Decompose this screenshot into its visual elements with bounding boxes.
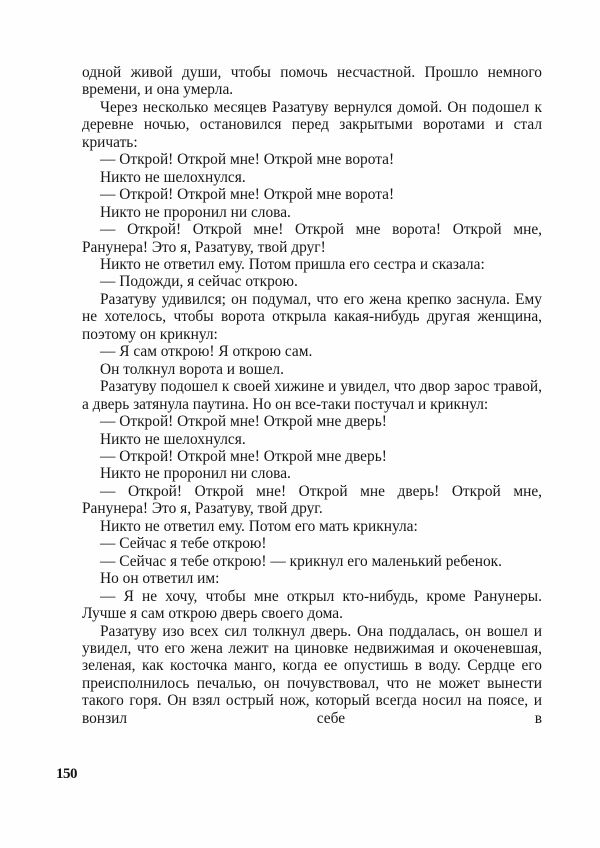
page-number: 150 (56, 766, 77, 782)
paragraph: Никто не проронил ни слова. (100, 203, 291, 221)
paragraph: Разатуву удивился; он подумал, что его жена крепко заснула. Ему не хотелось, чтобы ворота открыла какая-нибудь другая женщина, поэтому он крикнул: (82, 290, 542, 343)
paragraph: Никто не ответил ему. Потом пришла его сестра и сказала: (100, 255, 485, 273)
body-text (82, 64, 542, 727)
paragraph: — Открой! Открой мне! Открой мне дверь! (100, 413, 387, 431)
paragraph: — Открой! Открой мне! Открой мне дверь! (100, 447, 387, 465)
paragraph: — Подожди, я сейчас открою. (100, 273, 298, 291)
paragraph: Никто не шелохнулся. (100, 168, 246, 186)
paragraph: — Открой! Открой мне! Открой мне ворота! (100, 186, 395, 204)
paragraph: — Я сам открою! Я открою сам. (100, 343, 313, 361)
paragraph: — Открой! Открой мне! Открой мне дверь! Открой мне, Ранунера! Это я, Разатуву, твой друг. (82, 482, 542, 518)
paragraph: Разатуву подошел к своей хижине и увидел, что двор зарос травой, а дверь затянула паутина. Но он все-таки постучал и крикнул: (82, 378, 542, 413)
paragraph: Никто не ответил ему. Потом его мать крикнула: (100, 517, 418, 535)
paragraph: — Открой! Открой мне! Открой мне ворота! Открой мне, Ранунера! Это я, Разатуву, твой друг! (82, 221, 542, 256)
paragraph: Разатуву изо всех сил толкнул дверь. Она поддалась, он вошел и увидел, что его жена лежит на циновке недвижимая и окоченевшая, зеленая, как косточка манго, когда ее опустишь в воду. Сердце его преисполнилось печалью, он почувствовал, что не может вынести такого горя. Он взял острый нож, который всегда носил на поясе, и вонзил себе в (82, 622, 542, 727)
paragraph: Он толкнул ворота и вошел. (100, 360, 284, 378)
paragraph: Через несколько месяцев Разатуву вернулся домой. Он подошел к деревне ночью, остановился перед закрытыми воротами и стал кричать: (82, 98, 542, 151)
paragraph: — Сейчас я тебе открою! (100, 535, 267, 553)
paragraph: Никто не шелохнулся. (100, 430, 246, 448)
paragraph: Но он ответил им: (100, 570, 220, 588)
paragraph: — Открой! Открой мне! Открой мне ворота! (100, 151, 395, 169)
paragraph: Никто не проронил ни слова. (100, 465, 291, 483)
paragraph: — Сейчас я тебе открою! — крикнул его маленький ребенок. (100, 552, 502, 570)
paragraph: одной живой души, чтобы помочь несчастной. Прошло немного времени, и она умерла. (82, 64, 542, 99)
paragraph: — Я не хочу, чтобы мне открыл кто-нибудь, кроме Ранунеры. Лучше я сам открою дверь своего дома. (82, 587, 542, 623)
